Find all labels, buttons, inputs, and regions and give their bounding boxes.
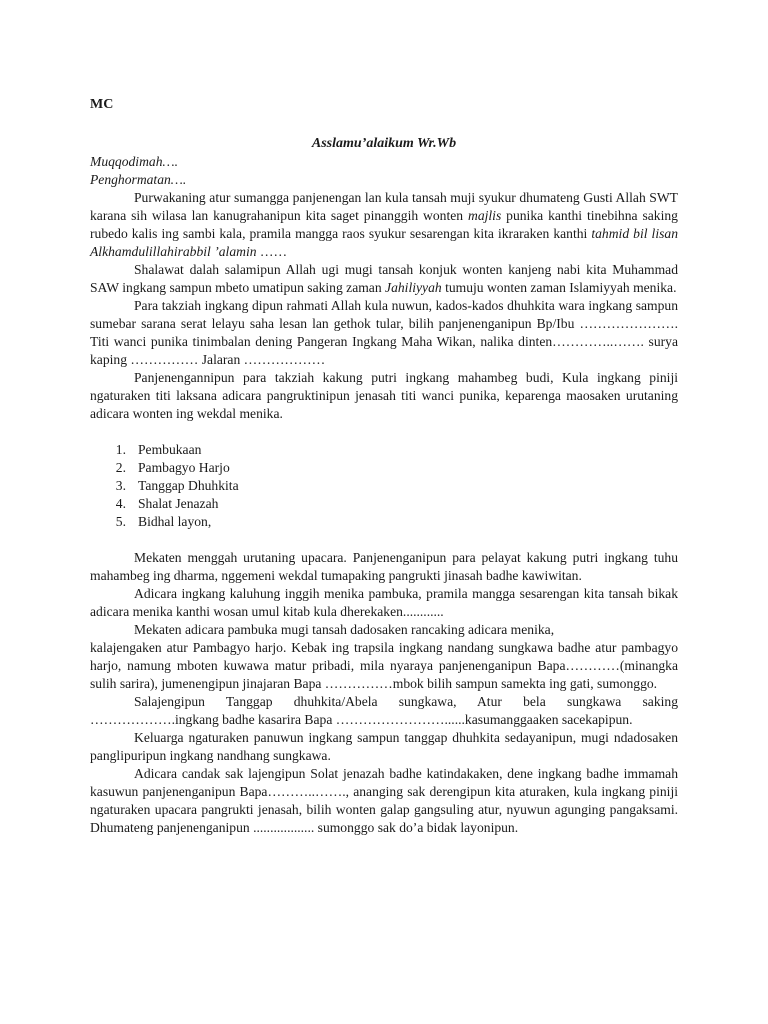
- paragraph-tanggap-dhuhkita: Salajengipun Tanggap dhuhkita/Abela sungkawa, Atur bela sungkawa saking ……………….ingkang badhe kasarira Bapa ……………………......kasumanggaaken sacekapipun.: [90, 694, 678, 727]
- agenda-item: 3. Tanggap Dhuhkita: [115, 478, 239, 493]
- muqqodimah-label: Muqqodimah….: [90, 154, 178, 169]
- paragraph-pambuka-rancak: Mekaten adicara pambuka mugi tansah dadosaken rancaking adicara menika,: [134, 622, 555, 637]
- paragraph-shalawat: Shalawat dalah salamipun Allah ugi mugi tansah konjuk wonten kanjeng nabi kita Muhammad SAW ingkang sampun mbeto umatipun saking zaman Jahiliyyah tumuju wonten zaman Islamiyyah menika.: [90, 262, 678, 295]
- agenda-item: 5. Bidhal layon,: [115, 514, 212, 529]
- agenda-item: 1. Pembukaan: [115, 442, 202, 457]
- paragraph-urutan: Panjenengannipun para takziah kakung putri ingkang mahambeg budi, Kula ingkang piniji ngaturaken titi laksana adicara pangruktinipun jenasah titi wanci punika, keparenga maosaken urutaning adicara wonten ing wekdal menika.: [90, 370, 678, 421]
- paragraph-mekaten: Mekaten menggah urutaning upacara. Panjenenganipun para pelayat kakung putri ingkang tuhu mahambeg ing dharma, nggemeni wekdal tumapaking pangrukti jinasah badhe kawiwitan.: [90, 550, 678, 583]
- agenda-item: 2. Pambagyo Harjo: [115, 460, 230, 475]
- paragraph-panuwun: Keluarga ngaturaken panuwun ingkang sampun tanggap dhuhkita sedayanipun, mugi ndadosaken panglipuripun ingkang nandhang sungkawa.: [90, 730, 678, 763]
- document-heading: MC: [90, 97, 114, 112]
- paragraph-opening: Purwakaning atur sumangga panjenengan lan kula tansah muji syukur dhumateng Gusti Allah SWT karana sih wilasa lan kanugrahanipun kita saget pinanggih wonten majlis punika kanthi tinebihna saking rubedo kalis ing sambi kala, pramila mangga raos syukur sesarengan kita ikraraken kanthi tahmid bil lisan Alkhamdulillahirabbil ’alamin ……: [90, 190, 678, 259]
- paragraph-pambagyo: kalajengaken atur Pambagyo harjo. Kebak ing trapsila ingkang nandang sungkawa badhe atur pambagyo harjo, namung mboten kuwawa matur pribadi, mila nyaraya panjenenganipun Bapa…………(minangka sulih sarira), jumenengipun jinajaran Bapa ……………mbok bilih sampun samekta ing gati, sumonggo.: [90, 640, 678, 691]
- paragraph-pambuka: Adicara ingkang kaluhung inggih menika pambuka, pramila mangga sesarengan kita tansah bikak adicara menika kanthi wosan umul kitab kula dherekaken............: [90, 586, 678, 619]
- penghormatan-label: Penghormatan….: [90, 172, 187, 187]
- document-body: [90, 153, 678, 837]
- agenda-list: [90, 441, 678, 531]
- agenda-item: 4. Shalat Jenazah: [115, 496, 219, 511]
- paragraph-takziah: Para takziah ingkang dipun rahmati Allah kula nuwun, kados-kados dhuhkita wara ingkang sampun sumebar sarana serat lelayu saha lesan lan gethok tular, bilih panjenenganipun Bp/Ibu …………………. Titi wanci punika tinimbalan dening Pangeran Ingkang Maha Wikan, nalika dinten…………..……. surya kaping …………… Jalaran ………………: [90, 298, 678, 367]
- paragraph-solat-jenazah: Adicara candak sak lajengipun Solat jenazah badhe katindakaken, dene ingkang badhe immamah kasuwun panjenenganipun Bapa………..……., ananging sak derengipun kita aturaken, kula ingkang piniji ngaturaken upacara pangrukti jenasah, bilih wonten galap gangsuling atur, nyuwun agunging pangaksami. Dhumateng panjenenganipun .................. sumonggo sak do’a bidak layonipun.: [90, 766, 678, 835]
- greeting-title: Asslamu’alaikum Wr.Wb: [311, 136, 457, 151]
